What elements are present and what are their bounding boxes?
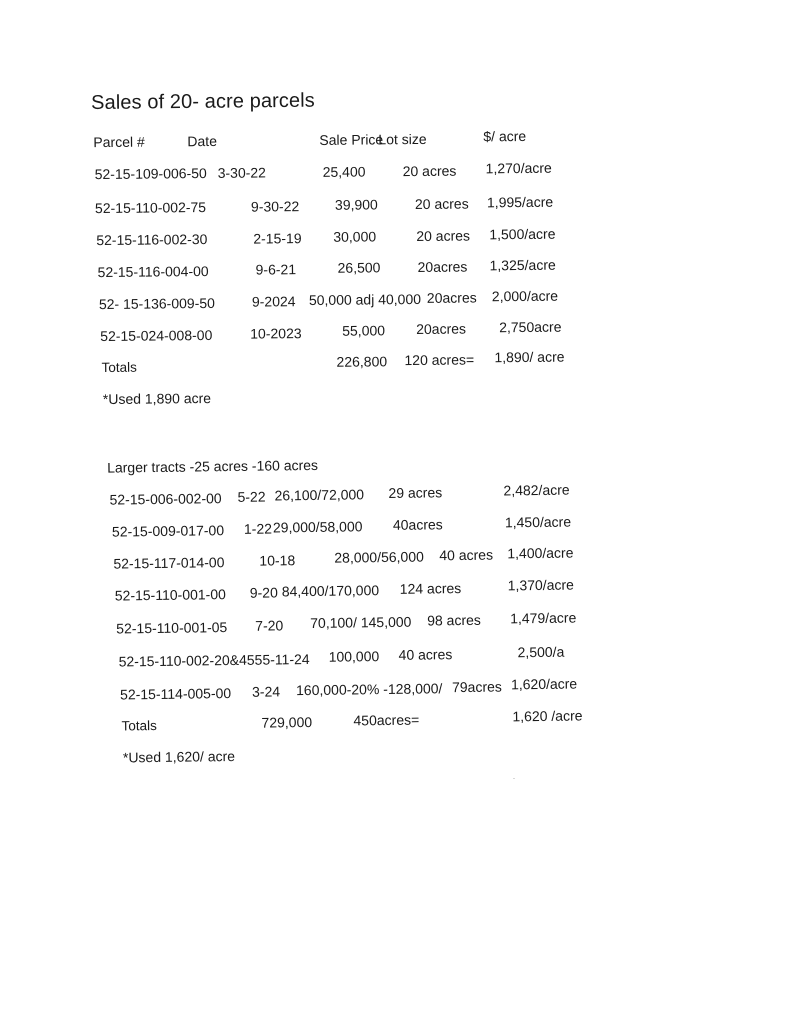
totals-price: 729,000: [261, 713, 313, 731]
table-row-size: 40 acres: [398, 646, 453, 663]
table-row-price: 26,100/72,000: [274, 486, 365, 504]
table-row-parcel: 52-15-006-002-00: [109, 490, 222, 508]
table-row-price: 26,500: [337, 259, 381, 276]
table-row-size: 98 acres: [427, 611, 481, 629]
table-row-size: 40acres: [392, 516, 443, 533]
page-title: Sales of 20- acre parcels: [91, 89, 315, 114]
table-row-date: 9-30-22: [250, 198, 300, 215]
totals-per-acre: 1,890/ acre: [494, 348, 565, 366]
table-row-price: 25,400: [322, 163, 366, 180]
table-row-size: 20 acres: [414, 195, 469, 213]
table-row-per-acre: 1,325/acre: [489, 256, 556, 274]
table-row-size: 79acres: [451, 678, 502, 696]
table-row-price: 30,000: [333, 228, 377, 245]
table-row-per-acre: 1,995/acre: [486, 193, 554, 211]
table-row-date: 3-24: [251, 683, 281, 700]
totals-price: 226,800: [336, 353, 388, 370]
table-row-parcel: 52-15-114-005-00: [119, 685, 232, 703]
table-row-date: 1-22: [243, 520, 273, 537]
totals-per-acre: 1,620 /acre: [512, 707, 583, 725]
table-row-parcel: 52-15-109-006-50: [94, 165, 207, 183]
table-row-parcel: 52-15-116-004-00: [97, 263, 209, 281]
table-row-per-acre: 1,450/acre: [504, 513, 572, 531]
table-row-price: 160,000-20% -128,000/: [295, 680, 443, 699]
totals-size: 450acres=: [353, 711, 420, 729]
totals-label: Totals: [101, 359, 137, 376]
table-row-date: 5-22: [237, 488, 266, 505]
totals-size: 120 acres=: [404, 351, 475, 369]
table-row-parcel: 52-15-110-002-20&4555-11-24: [118, 651, 310, 670]
table-row-price: 70,100/ 145,000: [310, 613, 412, 631]
totals-label: Totals: [121, 718, 157, 734]
table-row-price: 100,000: [328, 648, 380, 665]
table-row-size: 20acres: [426, 289, 477, 306]
table-row-date: 10-2023: [250, 325, 302, 342]
table-row-per-acre: 2,500/a: [517, 643, 565, 661]
header-sale-price: Sale Price: [319, 131, 384, 148]
table-row-parcel: 52-15-110-002-75: [94, 199, 207, 217]
table-row-parcel: 52-15-117-014-00: [113, 554, 225, 572]
scan-speck: [513, 778, 515, 779]
header-lot-size: Lot size: [378, 130, 427, 148]
table-row-parcel: 52-15-009-017-00: [111, 522, 225, 540]
table-row-parcel: 52-15-024-008-00: [100, 326, 213, 345]
table-row-parcel: 52-15-110-001-05: [116, 619, 228, 637]
table-row-per-acre: 1,270/acre: [485, 159, 552, 177]
table-row-price: 50,000 adj 40,000: [308, 290, 422, 309]
table-row-date: 9-2024: [251, 293, 296, 310]
table-row-size: 20 acres: [416, 227, 471, 245]
used-rate-note: *Used 1,890 acre: [102, 389, 212, 408]
table-row-date: 3-30-22: [217, 164, 267, 181]
table-row-per-acre: 1,620/acre: [510, 675, 578, 693]
table-row-per-acre: 1,500/acre: [489, 225, 556, 243]
table-row-price: 55,000: [342, 322, 386, 339]
table-row-per-acre: 1,370/acre: [507, 576, 574, 594]
table-row-per-acre: 2,000/acre: [491, 287, 559, 305]
table-row-per-acre: 2,750acre: [499, 318, 562, 336]
table-row-date: 7-20: [255, 617, 284, 634]
used-rate-note: *Used 1,620/ acre: [122, 747, 236, 766]
table-row-per-acre: 1,400/acre: [507, 544, 574, 562]
table-row-per-acre: 2,482/acre: [503, 481, 570, 499]
table-row-date: 10-18: [259, 552, 296, 569]
table-row-size: 20 acres: [402, 162, 457, 180]
header-per-acre: $/ acre: [483, 127, 527, 145]
header-parcel: Parcel #: [93, 133, 145, 151]
table-row-parcel: 52-15-116-002-30: [96, 231, 208, 249]
header-date: Date: [187, 132, 218, 150]
table-row-per-acre: 1,479/acre: [510, 609, 577, 627]
table-row-price: 28,000/56,000: [334, 548, 424, 566]
table-row-parcel: 52-15-110-001-00: [114, 586, 226, 604]
table-row-size: 20acres: [417, 258, 468, 276]
section-subtitle: Larger tracts -25 acres -160 acres: [107, 456, 319, 476]
table-row-date: 2-15-19: [253, 230, 302, 247]
table-row-size: 40 acres: [439, 546, 494, 564]
table-row-size: 20acres: [416, 320, 467, 338]
table-row-parcel: 52- 15-136-009-50: [98, 294, 215, 313]
table-row-size: 29 acres: [388, 484, 443, 501]
table-row-size: 124 acres: [399, 580, 462, 597]
table-row-price: 29,000/58,000: [272, 518, 363, 536]
table-row-date: 9-20: [249, 584, 278, 601]
table-row-date: 9-6-21: [255, 261, 297, 278]
table-row-price: 39,900: [334, 196, 378, 213]
table-row-price: 84,400/170,000: [281, 582, 380, 600]
